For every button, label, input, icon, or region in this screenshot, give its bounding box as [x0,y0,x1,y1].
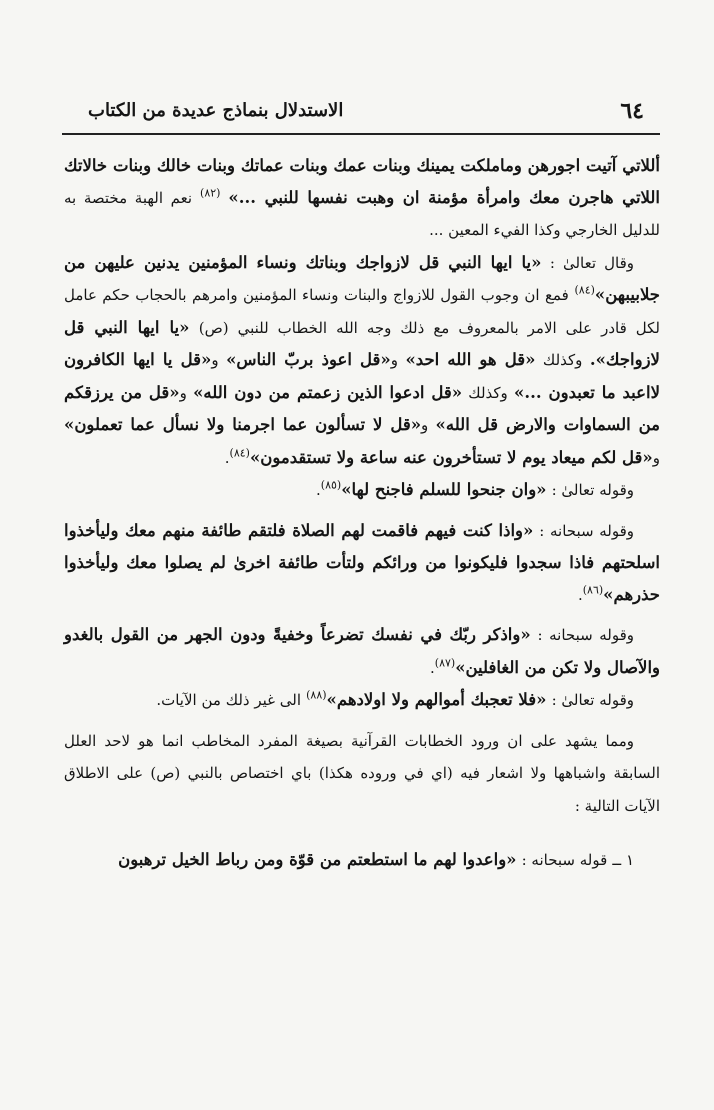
paragraph-2 [64,247,660,475]
paragraph-3 [64,474,660,507]
body-text: و [652,448,660,467]
footnote-ref: (٨٥) [320,478,342,492]
body-text: و [211,351,219,369]
footnote-ref: (٨٢) [200,186,221,200]
quran-quote: «وان جنحوا للسلم فاجنح لها» [341,480,547,499]
quran-quote: «واذا كنت فيهم فاقمت لهم الصلاة فلتقم طائفة منهم معك وليأخذوا اسلحتهم فاذا سجدوا فليكونوا من ورائكم ولتأت طائفة اخرىٰ لم يصلوا معك وليأخذوا حذرهم» [64,520,660,604]
footnote-ref: (٨٧) [434,656,456,670]
period: . [316,481,321,499]
lead-text: وقوله تعالىٰ : [551,691,634,709]
paragraph-7 [64,725,660,823]
lead-text: وقوله تعالىٰ : [551,481,634,499]
quran-quote: «واعدوا لهم ما استطعتم من قوّة ومن رباط الخيل ترهبون [118,850,517,869]
body-text: نعم الهبة مختصة به للدليل الخارجي وكذا الفيء المعين ... [64,188,660,239]
period: . [577,585,583,604]
footnote-ref: (٨٤) [574,283,595,297]
page-body [64,150,660,877]
header-rule [62,133,660,135]
body-text: ومما يشهد على ان ورود الخطابات القرآنية بصيغة المفرد المخاطب انما هو لاحد العلل السابقة واشباهها ولا اشعار فيه (اي في وروده هكذا) باي اختصاص بالنبي (ص) على الاطلاق الآيات التالية : [64,731,660,815]
quran-quote: «قل اعوذ بربّ الناس» [226,350,391,369]
quran-quote: «قل يا ايها الكافرون لااعبد ما تعبدون ...» [64,350,660,402]
body-text: الى غير ذلك من الآيات. [156,691,302,709]
body-text: و [390,351,398,369]
paragraph-5 [64,619,660,684]
footnote-ref: (٨٦) [582,583,604,597]
lead-text: وقال تعالىٰ : [549,253,634,272]
quran-quote: «قل لكم ميعاد يوم لا تستأخرون عنه ساعة ولا تستقدمون» [249,447,653,467]
body-text: و [179,383,187,402]
running-title: الاستدلال بنماذج عديدة من الكتاب [88,100,344,121]
body-text: وكذلك [468,383,508,402]
quran-quote: أللاتي آتيت اجورهن وماملكت يمينك وبنات عمك وبنات عماتك وبنات خالك وبنات خالاتك اللاتي هاجرن معك وامرأة مؤمنة ان وهبت نفسها للنبي ...» [64,156,660,207]
footnote-ref: (٨٤) [229,446,250,460]
footnote-ref: (٨٨) [306,688,327,702]
quran-quote: «يا ايها النبي قل لازواجك وبناتك ونساء المؤمنين يدنين عليهن من جلابيبهن» [64,252,660,304]
quran-quote: «قل هو الله احد» [405,350,536,369]
quran-quote: «قل من يرزقكم من السماوات والارض قل الله» [64,382,661,434]
paragraph-1 [64,150,660,247]
body-text: فمع ان وجوب القول للازواج والبنات ونساء المؤمنين وامرهم بالحجاب حكم عامل لكل قادر على الامر بالمعروف مع ذلك وجه الله الخطاب للنبي (ص) [64,286,660,337]
quran-quote: «قل ادعوا الذين زعمتم من دون الله» [193,382,463,402]
quran-quote: «واذكر ربّك في نفسك تضرعاً وخفيةً ودون الجهر من القول بالغدو والآصال ولا تكن من الغافلين» [64,625,660,677]
body-text: و [421,416,429,434]
paragraph-4 [64,515,660,612]
quran-quote: «يا ايها النبي قل لازواجك». [64,317,660,369]
paragraph-6 [64,684,660,717]
lead-text: وقوله سبحانه : [537,626,634,644]
period: . [224,448,230,467]
page-number: ٦٤ [620,98,644,124]
lead-text: وقوله سبحانه : [539,521,635,540]
lead-text: قوله سبحانه : [521,851,608,869]
list-item-1 [64,844,660,877]
quran-quote: «قل لا تسألون عما اجرمنا ولا نسأل عما تعملون» [64,415,422,434]
body-text: وكذلك [542,351,583,369]
quran-quote: «فلا تعجبك أموالهم ولا اولادهم» [326,690,547,709]
page-header [88,96,644,130]
list-number: ١ ــ [612,851,634,869]
period: . [429,658,435,677]
